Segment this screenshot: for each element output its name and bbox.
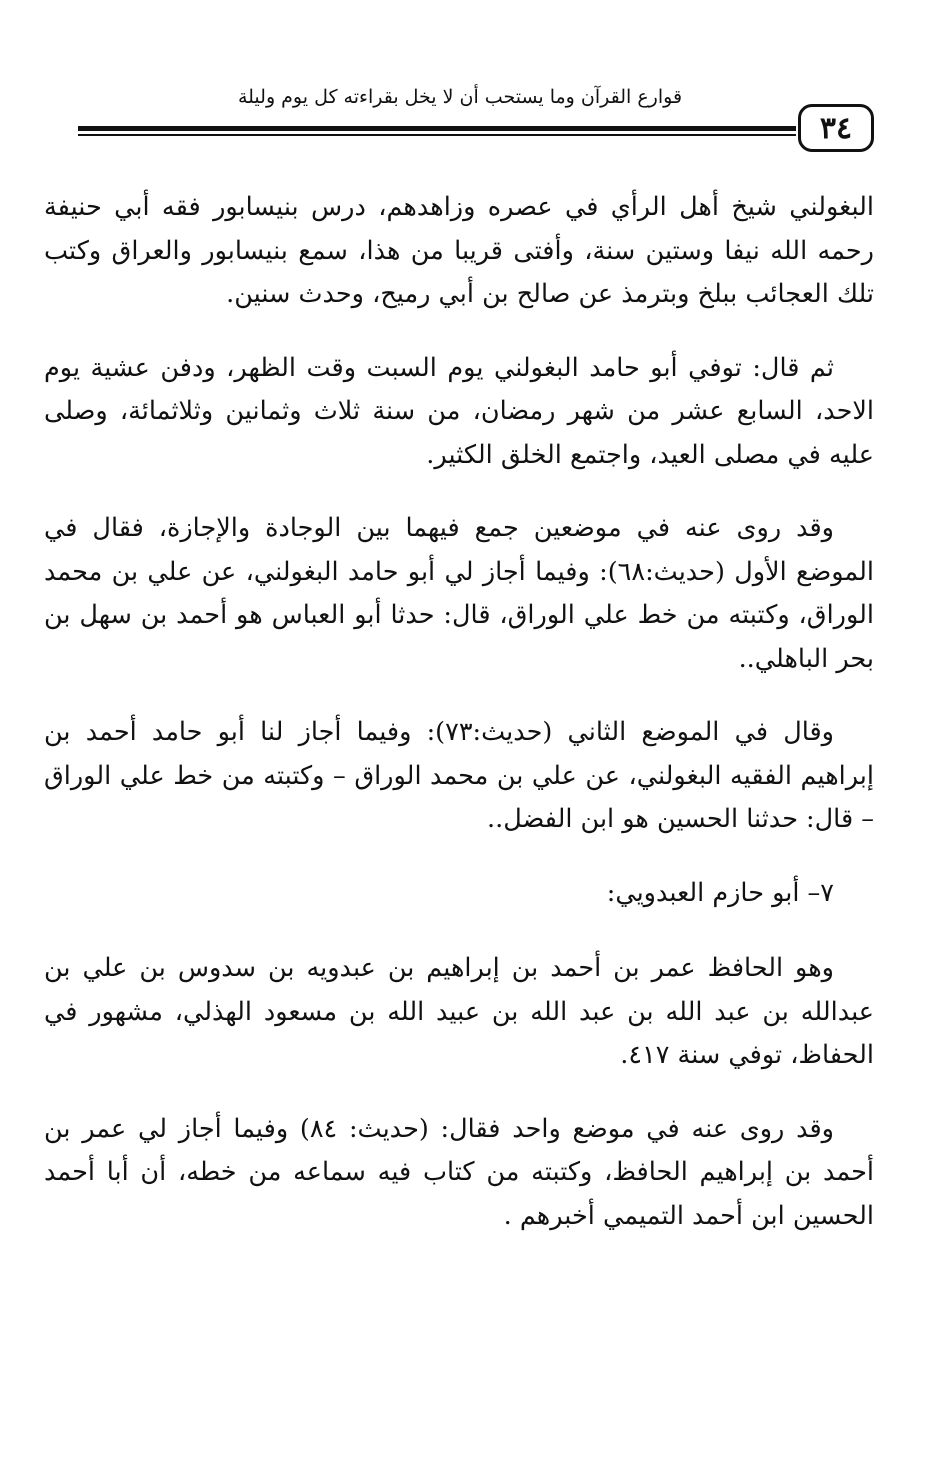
page-number: ٣٤ <box>819 110 853 146</box>
paragraph-single-narration: وقد روى عنه في موضع واحد فقال: (حديث: ٨٤) وفيما أجاز لي عمر بن أحمد بن إبراهيم الحافظ، وكتبته من كتاب فيه سماعه من خطه، أن أبا أحمد الحسين ابن أحمد التميمي أخبرهم . <box>44 1113 874 1231</box>
paragraph-first-narration: وقد روى عنه في موضعين جمع فيهما بين الوجادة والإجازة، فقال في الموضع الأول (حديث:٦٨): وفيما أجاز لي أبو حامد البغولني، عن علي بن محمد الوراق، وكتبته من خط علي الوراق، قال: حدثا أبو العباس هو أحمد بن سهل بن بحر الباهلي.. <box>44 513 874 674</box>
paragraph-continuation: البغولني شيخ أهل الرأي في عصره وزاهدهم، درس بنيسابور فقه أبي حنيفة رحمه الله نيفا وستين سنة، وأفتى قريبا من هذا، سمع بنيسابور والعراق وكتب تلك العجائب ببلخ وبترمذ عن صالح بن أبي رميح، وحدث سنين. <box>44 192 874 309</box>
header-rule-thin <box>78 134 796 136</box>
section-heading: ٧– أبو حازم العبدويي: <box>606 877 834 908</box>
paragraph-death-report: ثم قال: توفي أبو حامد البغولني يوم السبت وقت الظهر، ودفن عشية يوم الاحد، السابع عشر من شهر رمضان، من سنة ثلاث وثمانين وثلاثمائة، وصلى عليه في مصلى العيد، واجتمع الخلق الكثير. <box>44 352 874 470</box>
body-text <box>44 186 874 1268</box>
header-rule-thick <box>78 126 796 131</box>
running-head-title: قوارع القرآن وما يستحب أن لا يخل بقراءته كل يوم وليلة <box>237 86 683 108</box>
paragraph-second-narration: وقال في الموضع الثاني (حديث:٧٣): وفيما أجاز لنا أبو حامد أحمد بن إبراهيم الفقيه البغولني، عن علي بن محمد الوراق – وكتبته من خط علي الوراق – قال: حدثنا الحسين هو ابن الفضل.. <box>44 717 874 834</box>
paragraph-biography: وهو الحافظ عمر بن أحمد بن إبراهيم بن عبدويه بن سدوس بن علي بن عبدالله بن عبد الله بن عبد الله بن عبيد الله بن مسعود الهذلي، مشهور في الحفاظ، توفي سنة ٤١٧. <box>44 953 874 1070</box>
page-number-box <box>798 104 874 152</box>
